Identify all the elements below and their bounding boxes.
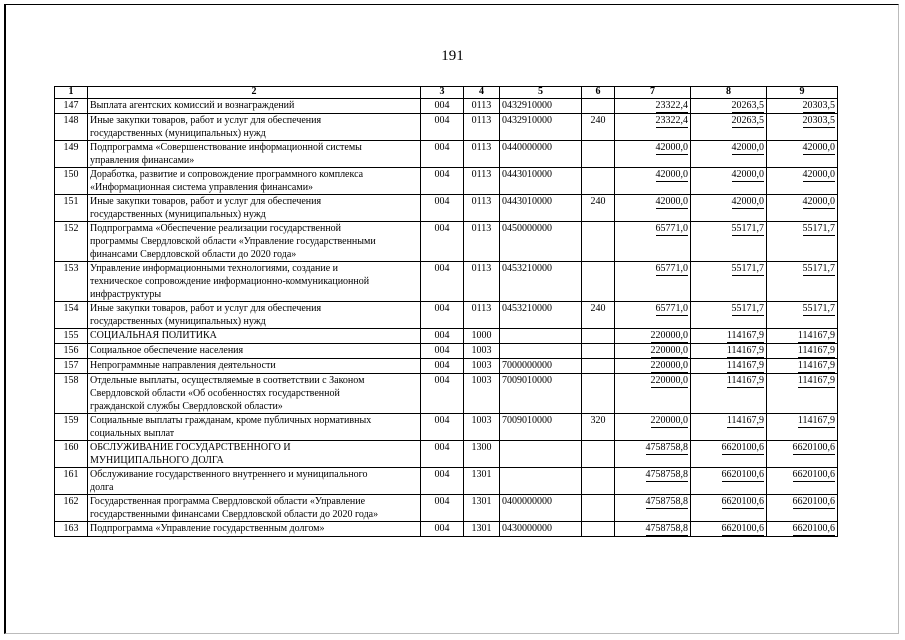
amount-value: 114167,9 [797, 360, 835, 371]
code-target: 0443010000 [500, 168, 582, 195]
row-number: 155 [55, 329, 88, 344]
amount-c7 [615, 495, 691, 522]
amount-value: 6620100,6 [792, 469, 835, 480]
amount-value: 6620100,6 [721, 469, 764, 480]
code-expense-type: 240 [582, 195, 615, 222]
row-name-line: Государственная программа Свердловской области «Управление [90, 496, 366, 507]
code-target: 0432910000 [500, 99, 582, 114]
row-number: 161 [55, 468, 88, 495]
amount-c7 [615, 441, 691, 468]
amount-c7 [615, 468, 691, 495]
code-ministry: 004 [421, 114, 464, 141]
amount-value: 42000,0 [655, 169, 688, 180]
row-name-line: МУНИЦИПАЛЬНОГО ДОЛГА [90, 455, 224, 466]
code-target: 7000000000 [500, 359, 582, 374]
budget-table [54, 86, 838, 537]
code-ministry: 004 [421, 441, 464, 468]
code-section: 0113 [464, 141, 500, 168]
amount-value: 6620100,6 [721, 496, 764, 507]
amount-c7 [615, 168, 691, 195]
amount-c8 [691, 344, 767, 359]
amount-c7 [615, 262, 691, 302]
row-name [88, 441, 421, 468]
code-target [500, 441, 582, 468]
code-section: 0113 [464, 195, 500, 222]
row-name-line: государственными финансами Свердловской области до 2020 года» [90, 509, 379, 520]
code-ministry: 004 [421, 495, 464, 522]
amount-c7 [615, 359, 691, 374]
code-section: 1301 [464, 522, 500, 537]
row-number: 153 [55, 262, 88, 302]
row-name-line: Иные закупки товаров, работ и услуг для обеспечения [90, 196, 322, 207]
code-expense-type: 240 [582, 302, 615, 329]
amount-value: 42000,0 [655, 196, 688, 207]
amount-value: 220000,0 [650, 345, 688, 356]
col-header-1: 1 [55, 87, 88, 99]
row-name [88, 222, 421, 262]
amount-value: 20263,5 [731, 100, 764, 111]
row-name [88, 141, 421, 168]
code-expense-type [582, 441, 615, 468]
amount-value: 4758758,8 [645, 469, 688, 480]
row-name [88, 302, 421, 329]
amount-c9 [767, 495, 838, 522]
code-expense-type: 320 [582, 414, 615, 441]
row-name-line: Подпрограмма «Обеспечение реализации государственной [90, 223, 342, 234]
amount-c7 [615, 99, 691, 114]
code-expense-type [582, 522, 615, 537]
table-row [55, 441, 838, 468]
amount-c8 [691, 329, 767, 344]
row-name-line: Выплата агентских комиссий и вознаграждений [90, 100, 295, 111]
row-name [88, 414, 421, 441]
amount-c9 [767, 195, 838, 222]
code-ministry: 004 [421, 195, 464, 222]
row-name-line: Отдельные выплаты, осуществляемые в соответствии с Законом [90, 375, 365, 386]
amount-value: 20303,5 [802, 115, 835, 126]
amount-c9 [767, 141, 838, 168]
amount-c8 [691, 495, 767, 522]
amount-value: 114167,9 [726, 345, 764, 356]
col-header-6: 6 [582, 87, 615, 99]
amount-c9 [767, 441, 838, 468]
code-expense-type [582, 168, 615, 195]
row-name-line: Социальные выплаты гражданам, кроме публичных нормативных [90, 415, 372, 426]
code-target: 0440000000 [500, 141, 582, 168]
code-section: 0113 [464, 302, 500, 329]
table-row [55, 329, 838, 344]
row-name [88, 262, 421, 302]
code-expense-type: 240 [582, 114, 615, 141]
row-name [88, 329, 421, 344]
header-row [55, 87, 838, 99]
code-section: 1301 [464, 468, 500, 495]
amount-c8 [691, 99, 767, 114]
code-target: 0453210000 [500, 262, 582, 302]
amount-value: 6620100,6 [792, 523, 835, 534]
code-ministry: 004 [421, 468, 464, 495]
code-section: 0113 [464, 168, 500, 195]
row-name-line: государственных (муниципальных) нужд [90, 128, 266, 139]
amount-c7 [615, 302, 691, 329]
code-target: 0432910000 [500, 114, 582, 141]
amount-value: 55171,7 [802, 263, 835, 274]
row-name [88, 114, 421, 141]
row-number: 163 [55, 522, 88, 537]
row-name-line: Иные закупки товаров, работ и услуг для обеспечения [90, 303, 322, 314]
table-row [55, 222, 838, 262]
amount-value: 4758758,8 [645, 496, 688, 507]
row-number: 154 [55, 302, 88, 329]
amount-value: 55171,7 [731, 263, 764, 274]
table-row [55, 359, 838, 374]
code-expense-type [582, 222, 615, 262]
code-section: 1003 [464, 414, 500, 441]
amount-c8 [691, 114, 767, 141]
amount-value: 220000,0 [650, 415, 688, 426]
page-number: 191 [441, 48, 464, 64]
amount-value: 55171,7 [802, 223, 835, 234]
code-target: 0430000000 [500, 522, 582, 537]
amount-value: 20263,5 [731, 115, 764, 126]
table-body [55, 99, 838, 537]
amount-c8 [691, 302, 767, 329]
code-expense-type [582, 359, 615, 374]
row-number: 157 [55, 359, 88, 374]
code-ministry: 004 [421, 414, 464, 441]
amount-c7 [615, 195, 691, 222]
row-name [88, 195, 421, 222]
amount-c9 [767, 262, 838, 302]
table-row [55, 495, 838, 522]
row-number: 150 [55, 168, 88, 195]
amount-c7 [615, 141, 691, 168]
code-expense-type [582, 141, 615, 168]
row-name [88, 495, 421, 522]
code-target: 7009010000 [500, 374, 582, 414]
row-name-line: Доработка, развитие и сопровождение программного комплекса [90, 169, 364, 180]
amount-value: 42000,0 [731, 196, 764, 207]
amount-value: 55171,7 [731, 303, 764, 314]
amount-c7 [615, 522, 691, 537]
code-section: 0113 [464, 99, 500, 114]
amount-value: 114167,9 [726, 360, 764, 371]
code-expense-type [582, 99, 615, 114]
amount-c9 [767, 329, 838, 344]
table-row [55, 114, 838, 141]
amount-c8 [691, 414, 767, 441]
table-row [55, 195, 838, 222]
row-name-line: Обслуживание государственного внутреннего и муниципального [90, 469, 368, 480]
amount-c8 [691, 374, 767, 414]
row-number: 152 [55, 222, 88, 262]
code-ministry: 004 [421, 99, 464, 114]
code-target: 0443010000 [500, 195, 582, 222]
amount-c8 [691, 359, 767, 374]
col-header-5: 5 [500, 87, 582, 99]
amount-c8 [691, 262, 767, 302]
code-expense-type [582, 344, 615, 359]
code-ministry: 004 [421, 262, 464, 302]
amount-c8 [691, 141, 767, 168]
amount-c9 [767, 114, 838, 141]
amount-value: 42000,0 [802, 196, 835, 207]
amount-c9 [767, 344, 838, 359]
table-row [55, 262, 838, 302]
col-header-9: 9 [767, 87, 838, 99]
amount-value: 114167,9 [797, 375, 835, 386]
table-row [55, 99, 838, 114]
amount-value: 6620100,6 [792, 442, 835, 453]
code-target: 7009010000 [500, 414, 582, 441]
amount-c7 [615, 114, 691, 141]
table-row [55, 374, 838, 414]
amount-c9 [767, 414, 838, 441]
amount-c7 [615, 374, 691, 414]
amount-c7 [615, 222, 691, 262]
row-name-line: государственных (муниципальных) нужд [90, 209, 266, 220]
amount-value: 55171,7 [802, 303, 835, 314]
amount-value: 114167,9 [726, 330, 764, 341]
row-number: 160 [55, 441, 88, 468]
code-target [500, 468, 582, 495]
amount-value: 114167,9 [726, 415, 764, 426]
amount-value: 4758758,8 [645, 523, 688, 534]
amount-value: 114167,9 [726, 375, 764, 386]
row-name [88, 344, 421, 359]
row-number: 147 [55, 99, 88, 114]
row-name-line: Подпрограмма «Совершенствование информационной системы [90, 142, 362, 153]
amount-value: 23322,4 [655, 100, 688, 111]
amount-value: 42000,0 [655, 142, 688, 153]
amount-value: 220000,0 [650, 360, 688, 371]
row-name [88, 374, 421, 414]
row-number: 159 [55, 414, 88, 441]
row-name-line: гражданской службы Свердловской области» [90, 401, 283, 412]
row-name-line: инфраструктуры [90, 289, 162, 300]
row-name-line: Непрограммные направления деятельности [90, 360, 276, 371]
amount-value: 20303,5 [802, 100, 835, 111]
row-name [88, 168, 421, 195]
table-row [55, 468, 838, 495]
code-expense-type [582, 468, 615, 495]
amount-c7 [615, 329, 691, 344]
amount-value: 220000,0 [650, 375, 688, 386]
code-expense-type [582, 262, 615, 302]
code-target: 0453210000 [500, 302, 582, 329]
amount-value: 42000,0 [802, 169, 835, 180]
code-target [500, 329, 582, 344]
row-name-line: «Информационная система управления финансами» [90, 182, 314, 193]
row-number: 148 [55, 114, 88, 141]
code-ministry: 004 [421, 522, 464, 537]
amount-c9 [767, 374, 838, 414]
amount-c9 [767, 359, 838, 374]
amount-value: 114167,9 [797, 330, 835, 341]
amount-value: 42000,0 [802, 142, 835, 153]
code-ministry: 004 [421, 359, 464, 374]
amount-value: 4758758,8 [645, 442, 688, 453]
row-name-line: ОБСЛУЖИВАНИЕ ГОСУДАРСТВЕННОГО И [90, 442, 291, 453]
amount-value: 114167,9 [797, 415, 835, 426]
row-name [88, 522, 421, 537]
row-name [88, 359, 421, 374]
row-name-line: Подпрограмма «Управление государственным долгом» [90, 523, 325, 534]
code-section: 0113 [464, 262, 500, 302]
row-number: 156 [55, 344, 88, 359]
row-name-line: управления финансами» [90, 155, 195, 166]
code-section: 1003 [464, 374, 500, 414]
row-number: 149 [55, 141, 88, 168]
row-number: 158 [55, 374, 88, 414]
amount-c9 [767, 302, 838, 329]
amount-c7 [615, 344, 691, 359]
row-name-line: долга [90, 482, 114, 493]
row-name [88, 468, 421, 495]
row-name-line: Социальное обеспечение населения [90, 345, 244, 356]
amount-value: 220000,0 [650, 330, 688, 341]
amount-c9 [767, 522, 838, 537]
row-name-line: Управление информационными технологиями, создание и [90, 263, 339, 274]
code-ministry: 004 [421, 329, 464, 344]
amount-value: 114167,9 [797, 345, 835, 356]
code-expense-type [582, 495, 615, 522]
code-section: 0113 [464, 222, 500, 262]
code-target: 0450000000 [500, 222, 582, 262]
amount-value: 65771,0 [655, 223, 688, 234]
table-row [55, 344, 838, 359]
code-ministry: 004 [421, 302, 464, 329]
amount-value: 6620100,6 [721, 442, 764, 453]
amount-value: 65771,0 [655, 303, 688, 314]
code-section: 1000 [464, 329, 500, 344]
amount-c8 [691, 441, 767, 468]
col-header-3: 3 [421, 87, 464, 99]
amount-c8 [691, 222, 767, 262]
row-number: 151 [55, 195, 88, 222]
row-number: 162 [55, 495, 88, 522]
amount-value: 23322,4 [655, 115, 688, 126]
amount-value: 42000,0 [731, 169, 764, 180]
amount-c7 [615, 414, 691, 441]
code-section: 1300 [464, 441, 500, 468]
amount-value: 42000,0 [731, 142, 764, 153]
col-header-8: 8 [691, 87, 767, 99]
code-target: 0400000000 [500, 495, 582, 522]
code-section: 1301 [464, 495, 500, 522]
code-target [500, 344, 582, 359]
row-name-line: финансами Свердловской области до 2020 года» [90, 249, 297, 260]
col-header-7: 7 [615, 87, 691, 99]
amount-value: 55171,7 [731, 223, 764, 234]
code-section: 1003 [464, 359, 500, 374]
amount-value: 65771,0 [655, 263, 688, 274]
code-ministry: 004 [421, 344, 464, 359]
row-name-line: государственных (муниципальных) нужд [90, 316, 266, 327]
row-name-line: СОЦИАЛЬНАЯ ПОЛИТИКА [90, 330, 217, 341]
table-row [55, 302, 838, 329]
row-name-line: Свердловской области «Об особенностях государственной [90, 388, 340, 399]
code-section: 1003 [464, 344, 500, 359]
code-expense-type [582, 374, 615, 414]
code-ministry: 004 [421, 374, 464, 414]
row-name-line: программы Свердловской области «Управление государственными [90, 236, 376, 247]
col-header-4: 4 [464, 87, 500, 99]
row-name-line: техническое сопровождение информационно-коммуникационной [90, 276, 370, 287]
code-ministry: 004 [421, 168, 464, 195]
amount-c8 [691, 168, 767, 195]
code-ministry: 004 [421, 141, 464, 168]
table-row [55, 522, 838, 537]
amount-c9 [767, 468, 838, 495]
amount-c8 [691, 522, 767, 537]
table-row [55, 141, 838, 168]
amount-c9 [767, 99, 838, 114]
amount-value: 6620100,6 [721, 523, 764, 534]
row-name-line: Иные закупки товаров, работ и услуг для обеспечения [90, 115, 322, 126]
amount-c8 [691, 468, 767, 495]
amount-c8 [691, 195, 767, 222]
code-section: 0113 [464, 114, 500, 141]
row-name-line: социальных выплат [90, 428, 175, 439]
table-row [55, 168, 838, 195]
amount-c9 [767, 168, 838, 195]
amount-c9 [767, 222, 838, 262]
col-header-2: 2 [88, 87, 421, 99]
code-expense-type [582, 329, 615, 344]
table-row [55, 414, 838, 441]
row-name [88, 99, 421, 114]
code-ministry: 004 [421, 222, 464, 262]
amount-value: 6620100,6 [792, 496, 835, 507]
